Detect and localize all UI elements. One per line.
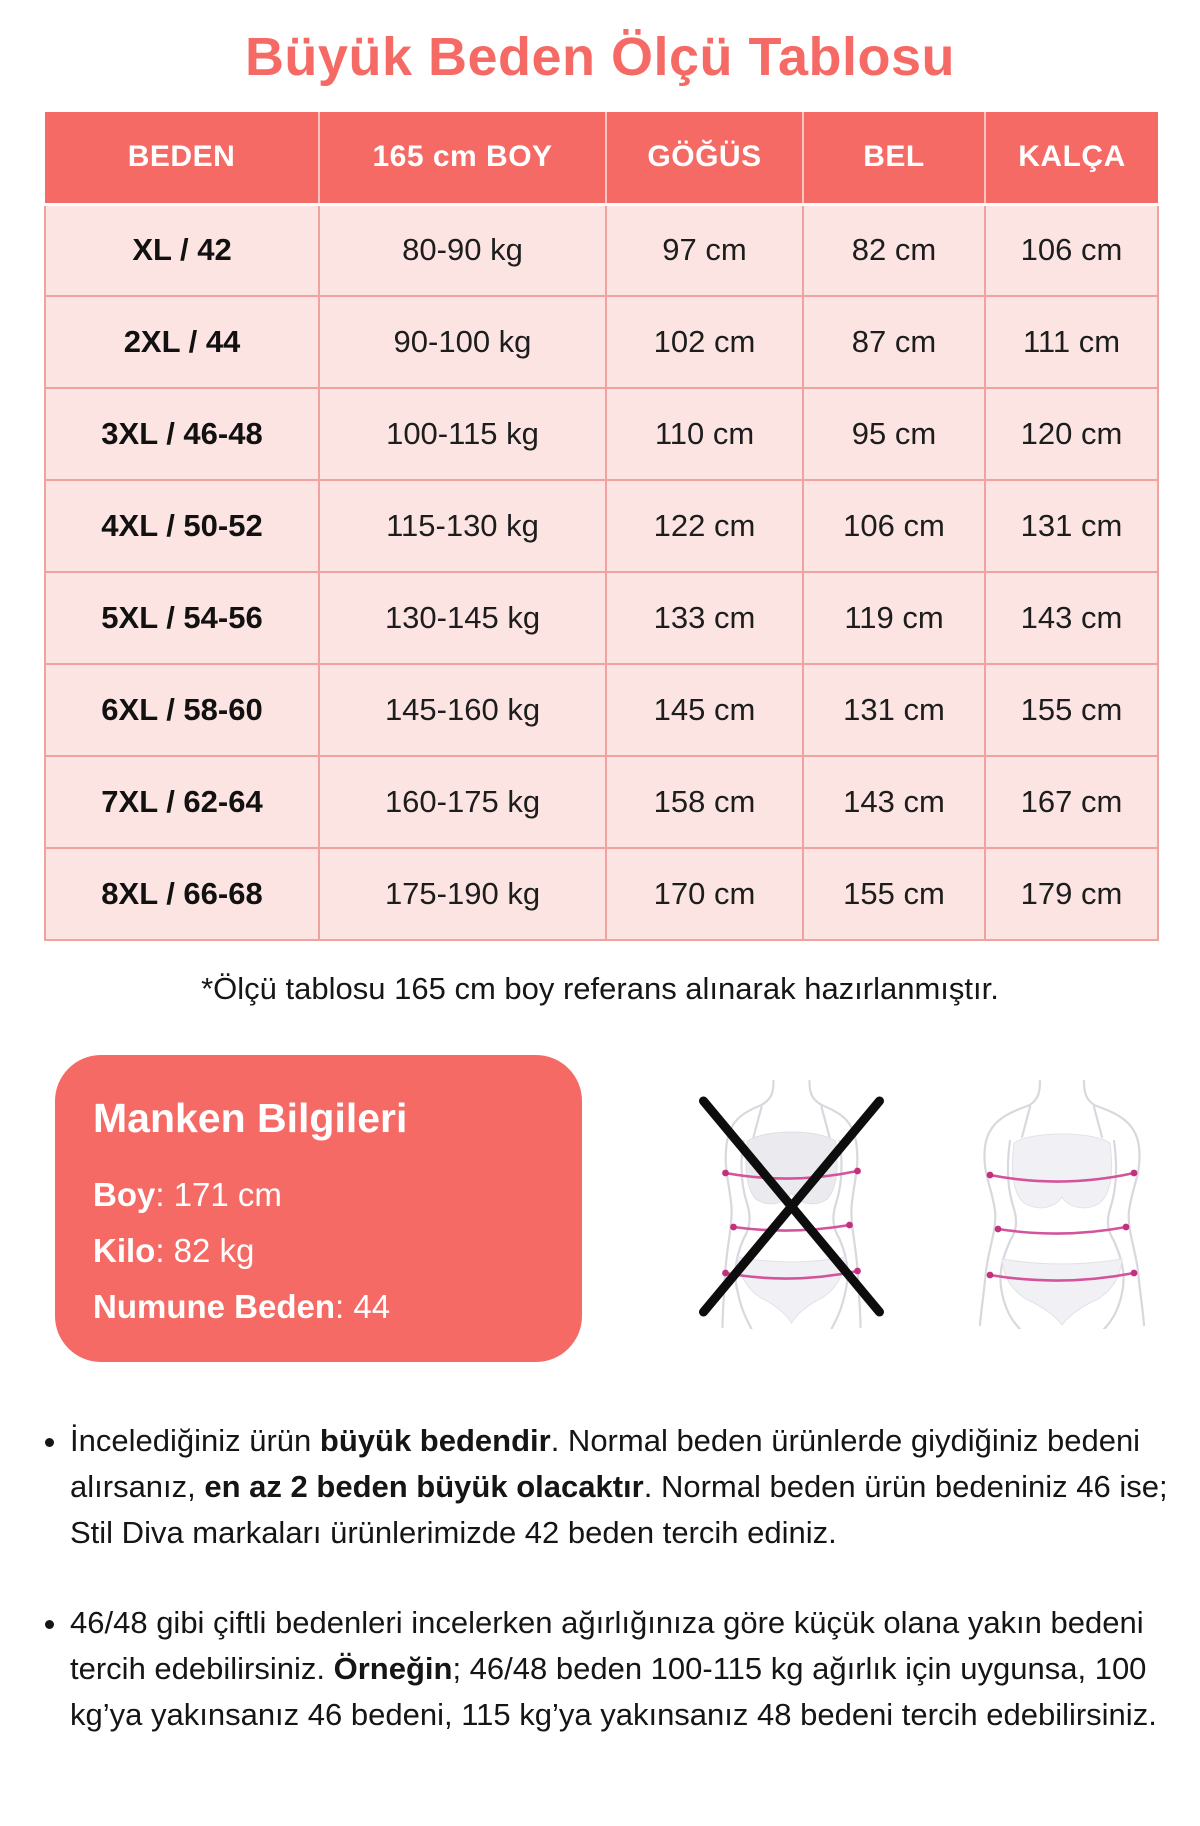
size-chart-page (0, 26, 1200, 1826)
header-cell: KALÇA (985, 112, 1158, 204)
header-cell: BEL (803, 112, 985, 204)
table-row (45, 664, 1158, 756)
size-table-body (45, 204, 1158, 940)
table-note: *Ölçü tablosu 165 cm boy referans alınarak hazırlanmıştır. (201, 971, 999, 1006)
value-cell: 82 cm (803, 204, 985, 296)
page-title: Büyük Beden Ölçü Tablosu (244, 27, 956, 87)
table-row (45, 480, 1158, 572)
value-cell: 143 cm (803, 756, 985, 848)
value-cell: 106 cm (985, 204, 1158, 296)
value-cell: 115-130 kg (319, 480, 606, 572)
value-cell: 95 cm (803, 388, 985, 480)
header-cell: 165 cm BOY (319, 112, 606, 204)
slim-body-figure (704, 1081, 880, 1329)
value-cell: 155 cm (803, 848, 985, 940)
size-cell: 5XL / 54-56 (45, 572, 319, 664)
size-table (44, 112, 1159, 941)
value-cell: 170 cm (606, 848, 803, 940)
value-cell: 145 cm (606, 664, 803, 756)
bullet-item-double-sizes: • 46/48 gibi çiftli bedenleri incelerken ağırlığınıza göre küçük olana yakın bedeni tercih edebilirsiniz. Örneğin; 46/48 beden 100-115 kg ağırlık için uygunsa, 100 kg’ya yakınsanız 46 bedeni, 115 kg’ya yakınsanız 48 bedeni tercih edebilirsiniz. (70, 1600, 1170, 1738)
value-cell: 143 cm (985, 572, 1158, 664)
value-cell: 87 cm (803, 296, 985, 388)
size-cell: 4XL / 50-52 (45, 480, 319, 572)
table-row (45, 848, 1158, 940)
value-cell: 110 cm (606, 388, 803, 480)
table-row (45, 204, 1158, 296)
value-cell: 111 cm (985, 296, 1158, 388)
model-info-section (55, 1055, 1200, 1362)
size-cell: 2XL / 44 (45, 296, 319, 388)
value-cell: 131 cm (803, 664, 985, 756)
plus-body-figure (980, 1081, 1144, 1329)
value-cell: 80-90 kg (319, 204, 606, 296)
size-cell: 6XL / 58-60 (45, 664, 319, 756)
size-cell: 3XL / 46-48 (45, 388, 319, 480)
model-sample-size-line: Numune Beden: 44 (93, 1288, 391, 1325)
value-cell: 155 cm (985, 664, 1158, 756)
value-cell: 179 cm (985, 848, 1158, 940)
size-table-header (45, 112, 1158, 204)
value-cell: 102 cm (606, 296, 803, 388)
plus-size-body-measurement-icon (957, 1079, 1167, 1329)
value-cell: 133 cm (606, 572, 803, 664)
size-cell: 7XL / 62-64 (45, 756, 319, 848)
value-cell: 106 cm (803, 480, 985, 572)
header-cell: BEDEN (45, 112, 319, 204)
value-cell: 122 cm (606, 480, 803, 572)
table-row (45, 388, 1158, 480)
table-row (45, 296, 1158, 388)
value-cell: 119 cm (803, 572, 985, 664)
measurement-figures (684, 1079, 1167, 1329)
table-row (45, 756, 1158, 848)
value-cell: 131 cm (985, 480, 1158, 572)
model-info-box (55, 1055, 582, 1362)
value-cell: 160-175 kg (319, 756, 606, 848)
value-cell: 100-115 kg (319, 388, 606, 480)
info-bullet-list (14, 1418, 1180, 1738)
size-cell: XL / 42 (45, 204, 319, 296)
model-info-title: Manken Bilgileri (93, 1095, 408, 1141)
header-cell: GÖĞÜS (606, 112, 803, 204)
model-weight-line: Kilo: 82 kg (93, 1232, 255, 1269)
value-cell: 158 cm (606, 756, 803, 848)
crossed-out-slim-body-measurement-icon (684, 1079, 899, 1329)
size-cell: 8XL / 66-68 (45, 848, 319, 940)
value-cell: 90-100 kg (319, 296, 606, 388)
value-cell: 130-145 kg (319, 572, 606, 664)
bullet-item-sizing: • İncelediğiniz ürün büyük bedendir. Normal beden ürünlerde giydiğiniz bedeni alırsanız, en az 2 beden büyük olacaktır. Normal beden ürün bedeniniz 46 ise; Stil Diva markaları ürünlerimizde 42 beden tercih ediniz. (70, 1418, 1170, 1556)
value-cell: 167 cm (985, 756, 1158, 848)
value-cell: 175-190 kg (319, 848, 606, 940)
value-cell: 145-160 kg (319, 664, 606, 756)
value-cell: 120 cm (985, 388, 1158, 480)
size-table-header-row (45, 112, 1158, 204)
value-cell: 97 cm (606, 204, 803, 296)
table-row (45, 572, 1158, 664)
model-height-line: Boy: 171 cm (93, 1176, 282, 1213)
